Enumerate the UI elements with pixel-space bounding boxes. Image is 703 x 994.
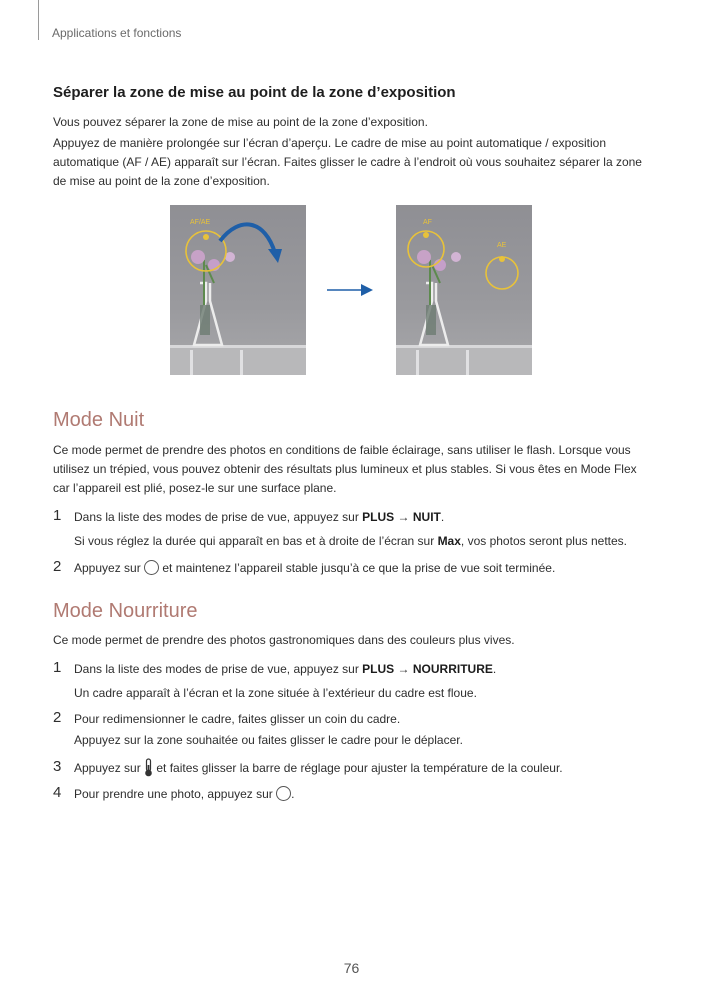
page-number: 76 bbox=[343, 960, 360, 976]
arrow-symbol: → bbox=[394, 662, 413, 676]
step-subtext-part: Si vous réglez la durée qui apparaît en bas et à droite de l’écran sur bbox=[74, 534, 438, 548]
vase-scene-before bbox=[170, 205, 306, 375]
step-text-part: et maintenez l’appareil stable jusqu’à ce que la prise de vue soit terminée. bbox=[159, 561, 556, 575]
header-title: Applications et fonctions bbox=[52, 26, 182, 40]
step-number: 2 bbox=[53, 709, 62, 726]
step-number: 2 bbox=[53, 558, 62, 575]
nourriture-mode-label: NOURRITURE bbox=[412, 662, 493, 676]
shutter-button-icon bbox=[144, 560, 159, 575]
punctuation: . bbox=[440, 510, 445, 524]
section-separate-intro: Vous pouvez séparer la zone de mise au point de la zone d’exposition. bbox=[53, 115, 428, 129]
punctuation: . bbox=[291, 787, 295, 801]
step-text-part: Appuyez sur bbox=[74, 761, 145, 775]
step-number: 3 bbox=[53, 758, 62, 775]
step-text bbox=[74, 559, 664, 578]
step-text-part: Dans la liste des modes de prise de vue, appuyez sur bbox=[74, 662, 363, 676]
section-title-separate-af-ae: Séparer la zone de mise au point de la zone d’exposition bbox=[53, 84, 456, 101]
step-text-part: Appuyez sur bbox=[74, 561, 145, 575]
step-text-part: et faites glisser la barre de réglage pour ajuster la température de la couleur. bbox=[153, 761, 563, 775]
ae-label: AE bbox=[497, 242, 507, 249]
step-subtext-part: , vos photos seront plus nettes. bbox=[460, 534, 628, 548]
step-subtext: Un cadre apparaît à l’écran et la zone située à l’extérieur du cadre est floue. bbox=[74, 686, 477, 700]
heading-mode-nourriture: Mode Nourriture bbox=[53, 600, 198, 622]
af-label: AF bbox=[423, 219, 432, 226]
preview-after-photo bbox=[396, 205, 532, 375]
vase-scene-after bbox=[396, 205, 532, 375]
step-subtext bbox=[74, 532, 664, 551]
step-number: 1 bbox=[53, 507, 62, 524]
step-number: 4 bbox=[53, 784, 62, 801]
right-arrow-icon bbox=[325, 280, 375, 300]
step-text-part: Dans la liste des modes de prise de vue, appuyez sur bbox=[74, 510, 363, 524]
step-text: Pour redimensionner le cadre, faites glisser un coin du cadre. bbox=[74, 712, 401, 726]
color-temperature-icon bbox=[144, 758, 153, 777]
max-label: Max bbox=[437, 534, 461, 548]
step-text bbox=[74, 660, 664, 679]
nuit-mode-label: NUIT bbox=[412, 510, 441, 524]
mode-nuit-intro: Ce mode permet de prendre des photos en conditions de faible éclairage, sans utiliser le flash. Lorsque vous utilisez un trépied, vous pouvez obtenir des résultats plus lumineux et plus stables. Si vous êtes en Mode Flex car l’appareil est plié, posez-le sur une surface plane. bbox=[53, 443, 637, 495]
af-ae-label: AF/AE bbox=[190, 219, 211, 226]
step-text bbox=[74, 759, 664, 778]
section-separate-body: Appuyez de manière prolongée sur l’écran d’aperçu. Le cadre de mise au point automatique / exposition automatique (AF / AE) apparaît sur l’écran. Faites glisser le cadre à l’endroit où vous souhaitez séparer la zone de mise au point de la zone d’exposition. bbox=[53, 136, 642, 188]
punctuation: . bbox=[492, 662, 497, 676]
step-number: 1 bbox=[53, 659, 62, 676]
step-text-part: Pour prendre une photo, appuyez sur bbox=[74, 787, 277, 801]
mode-nourriture-intro: Ce mode permet de prendre des photos gastronomiques dans des couleurs plus vives. bbox=[53, 633, 515, 647]
shutter-button-icon bbox=[276, 786, 291, 801]
step-text bbox=[74, 785, 664, 804]
heading-mode-nuit: Mode Nuit bbox=[53, 409, 145, 431]
step-subtext: Appuyez sur la zone souhaitée ou faites glisser le cadre pour le déplacer. bbox=[74, 733, 463, 747]
step-text bbox=[74, 508, 664, 527]
arrow-symbol: → bbox=[394, 510, 413, 524]
plus-menu-label: PLUS bbox=[362, 510, 395, 524]
header-divider bbox=[38, 0, 39, 40]
plus-menu-label: PLUS bbox=[362, 662, 395, 676]
preview-before-photo bbox=[170, 205, 306, 375]
